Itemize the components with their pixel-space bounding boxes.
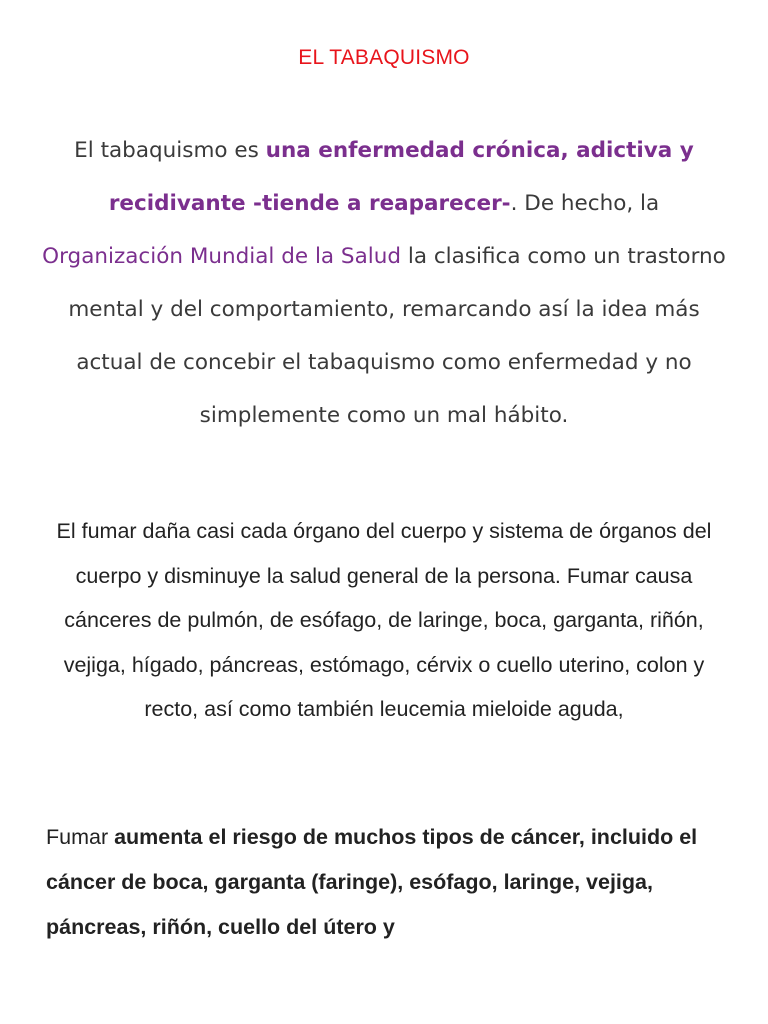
paragraph-definition-connector: . De hecho, la xyxy=(510,191,660,216)
paragraph-definition xyxy=(40,124,728,442)
paragraph-definition-emphasis: una enfermedad crónica, adictiva y recidivante -tiende a reaparecer- xyxy=(108,138,694,216)
paragraph-definition-intro: El tabaquismo es xyxy=(74,138,266,163)
who-link[interactable]: Organización Mundial de la Salud xyxy=(42,244,402,269)
paragraph-cancer-risk-bold: aumenta el riesgo de muchos tipos de cáncer, incluido el cáncer de boca, garganta (faringe), esófago, laringe, vejiga, páncreas, riñón, cuello del útero y xyxy=(46,825,698,939)
paragraph-damage: El fumar daña casi cada órgano del cuerpo y sistema de órganos del cuerpo y disminuye la salud general de la persona. Fumar causa cánceres de pulmón, de esófago, de laringe, boca, garganta, riñón, vejiga, hígado, páncreas, estómago, cérvix o cuello uterino, colon y recto, así como también leucemia mieloide aguda, xyxy=(56,519,712,722)
paragraph-cancer-risk-intro: Fumar xyxy=(46,825,115,849)
document-title: EL TABAQUISMO xyxy=(298,46,470,69)
paragraph-cancer-risk xyxy=(46,815,746,950)
paragraph-definition-rest: la clasifica como un trastorno mental y del comportamiento, remarcando así la idea más actual de concebir el tabaquismo como enfermedad y no simplemente como un mal hábito. xyxy=(68,244,726,428)
